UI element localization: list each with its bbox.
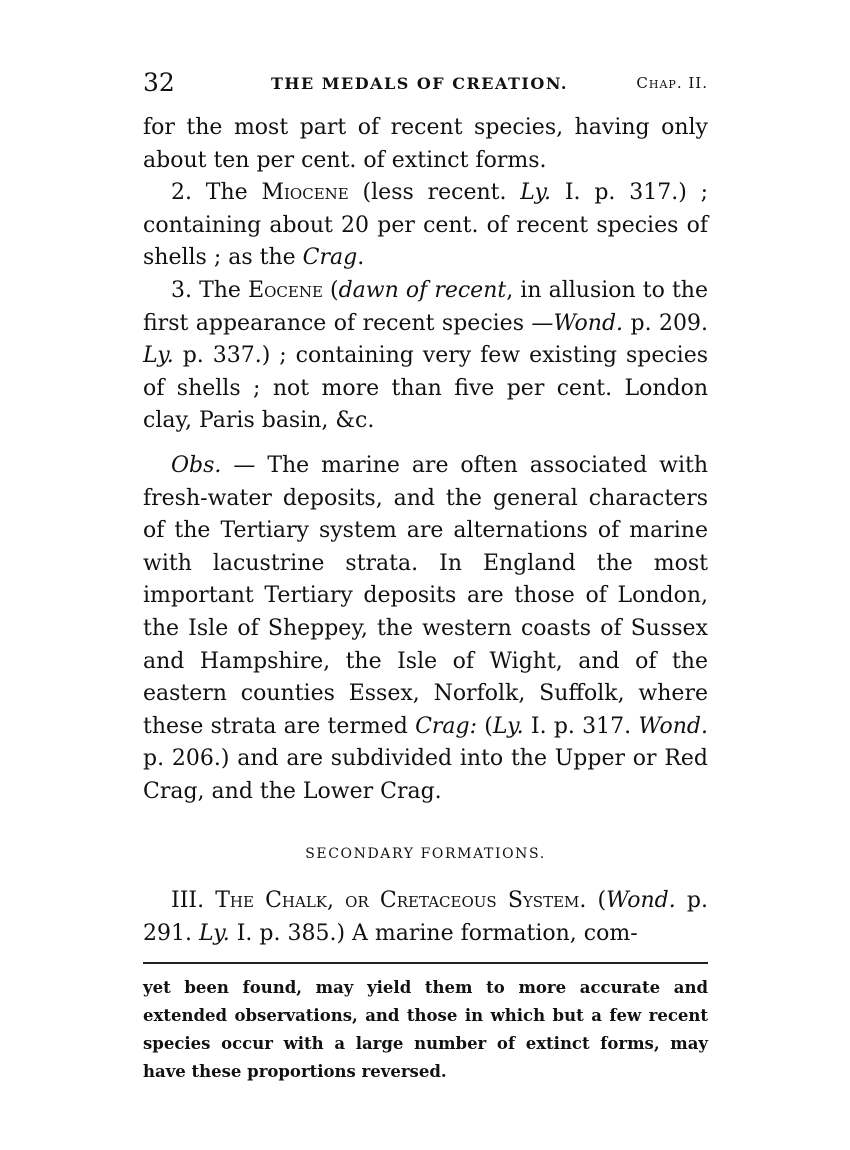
term-crag: Crag bbox=[302, 245, 358, 271]
main-text bbox=[143, 112, 708, 950]
ref-wond: Wond. bbox=[606, 888, 676, 914]
paragraph-chalk: III. The Chalk, or Cretaceous System. (Wond. p. 291. Ly. I. p. 385.) A marine formation, com- bbox=[143, 888, 708, 946]
paragraph-eocene: 3. The Eocene (dawn of recent, in allusion to the first appearance of recent species —Wond. p. 209. Ly. p. 337.) ; containing very few existing species of shells ; not more than five per cent. London clay, Paris basin, &c. bbox=[143, 277, 708, 434]
paragraph-miocene: 2. The Miocene (less recent. Ly. I. p. 317.) ; containing about 20 per cent. of recent species of shells ; as the Crag. bbox=[143, 180, 708, 271]
eocene-gloss: dawn of recent bbox=[338, 277, 507, 303]
running-header bbox=[143, 68, 708, 98]
term-eocene: Eocene bbox=[248, 277, 323, 303]
paragraph-observation: Obs. — The marine are often associated with fresh-water deposits, and the general characters of the Tertiary system are alternations of marine with lacustrine strata. In England the most important Tertiary deposits are those of London, the Isle of Sheppey, the western coasts of Sussex and Hampshire, the Isle of Wight, and of the eastern counties Essex, Norfolk, Suffolk, where these strata are termed Crag: (Ly. I. p. 317. Wond. p. 206.) and are subdivided into the Upper or Red Crag, and the Lower Crag. bbox=[143, 452, 708, 804]
obs-label: Obs. bbox=[171, 452, 222, 478]
ref-ly: Ly. bbox=[492, 713, 524, 739]
ref-wond: Wond. bbox=[638, 713, 708, 739]
running-title: THE MEDALS OF CREATION. bbox=[271, 74, 568, 93]
ref-ly: Ly. bbox=[143, 343, 174, 369]
term-chalk: The Chalk, or Cretaceous System. bbox=[215, 888, 587, 914]
chapter-label: Chap. II. bbox=[636, 74, 708, 92]
section-heading: SECONDARY FORMATIONS. bbox=[305, 846, 546, 863]
term-miocene: Miocene bbox=[261, 180, 349, 206]
ref-ly: Ly. bbox=[198, 920, 230, 946]
footnote-text: yet been found, may yield them to more accurate and extended observations, and those in which but a few recent species occur with a large number of extinct forms, may have these proportions reversed. bbox=[143, 978, 708, 1081]
ref-wond: Wond. bbox=[553, 310, 624, 336]
footnote bbox=[143, 974, 708, 1086]
paragraph-continuation: for the most part of recent species, having only about ten per cent. of extinct forms. bbox=[143, 115, 708, 173]
ref-ly: Ly. bbox=[520, 180, 552, 206]
page-number: 32 bbox=[143, 68, 175, 97]
term-crag: Crag: bbox=[415, 713, 478, 739]
footnote-divider bbox=[143, 962, 708, 964]
